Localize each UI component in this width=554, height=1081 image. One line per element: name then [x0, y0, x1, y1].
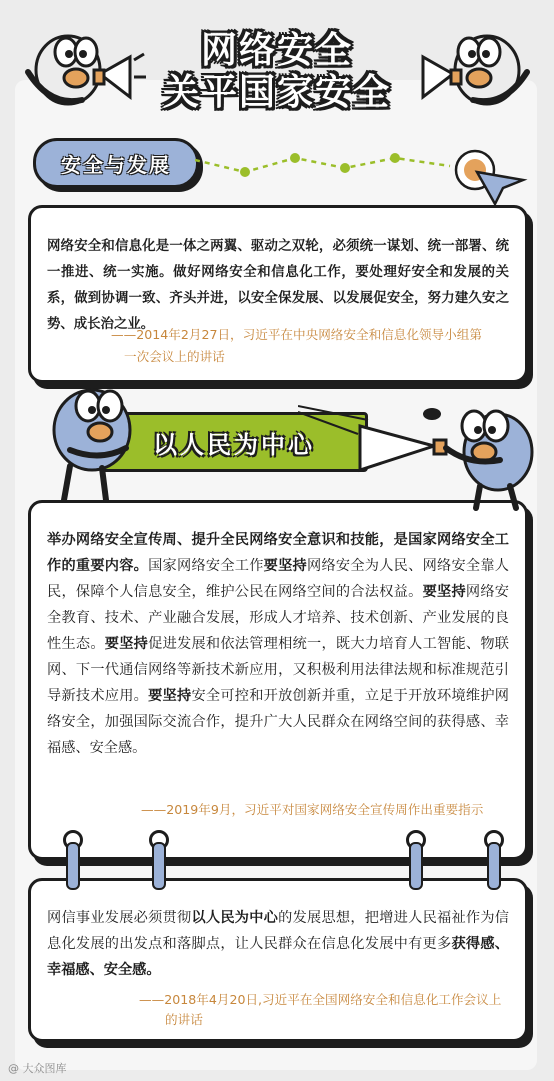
keyword-insist-4: 要坚持	[148, 688, 192, 704]
quote3-text-a1: 网信事业发展必须贯彻	[47, 910, 192, 926]
keyword-insist-1: 要坚持	[263, 558, 308, 574]
binder-ring-4	[487, 842, 501, 890]
quote-text-p4: 促进发展和依法管理相统一，既大力培育人工智能、物联网、下一代通信网络等新技术新应用，又积极利用法律法规和标准规范引导新技术应用。	[47, 636, 509, 704]
quote-body-2	[47, 527, 509, 761]
quote-body-3	[47, 905, 509, 983]
mascot-right-megaphone-2-icon	[350, 390, 540, 515]
keyword-insist-3: 要坚持	[104, 636, 149, 652]
title-line-2: 关平国家安全	[162, 72, 391, 113]
mascot-left-megaphone-icon	[20, 12, 150, 112]
title-line-1: 网络安全	[200, 30, 353, 71]
quote3-text-a2: 的发展思想，把增进人民福祉作为信息化发展的出发点和落脚点，让人民群众在信息化发展中有更多	[47, 910, 509, 952]
quote-card-3	[28, 878, 528, 1042]
quote-body-1: 网络安全和信息化是一体之两翼、驱动之双轮，必须统一谋划、统一部署、统一推进、统一实施。做好网络安全和信息化工作，要处理好安全和发展的关系，做到协调一致、齐头并进，以安全保发展、以发展促安全，努力建久安之势、成长治之业。	[47, 239, 509, 332]
quote-source-1a: ——2014年2月27日，习近平在中央网络安全和信息化领导小组第	[111, 327, 482, 342]
quote-source-2: ——2019年9月，习近平对国家网络安全宣传周作出重要指示	[141, 802, 484, 817]
keyword-insist-2: 要坚持	[422, 584, 466, 600]
mascot-right-megaphone-icon	[395, 12, 535, 112]
quote-text-p1: 国家网络安全工作	[148, 558, 264, 574]
mascot-left-pointing-icon	[40, 370, 150, 510]
binder-ring-1	[66, 842, 80, 890]
quote-card-2	[28, 500, 528, 860]
cursor-pointer-icon	[195, 140, 535, 210]
quote-source-1b: 一次会议上的讲话	[124, 349, 225, 364]
section-label-security-development: 安全与发展	[33, 138, 199, 188]
binder-ring-2	[152, 842, 166, 890]
quote-card-1	[28, 205, 528, 383]
watermark: @ 大众图库	[8, 1062, 67, 1075]
quote-text-p5: 安全可控和开放创新并重，立足于开放环境维护网络安全，加强国际交流合作，提升广大人民群众在网络空间的获得感、幸福感、安全感。	[47, 688, 509, 756]
keyword-people-centered: 以人民为中心	[191, 910, 279, 926]
keyword-gains: 获得感、幸福感、安全感。	[47, 936, 509, 978]
quote-source-3b: 的讲话	[165, 1012, 203, 1027]
binder-ring-3	[409, 842, 423, 890]
section-label-people-centered: 以人民为中心	[100, 412, 368, 472]
quote-source-3a: ——2018年4月20日,习近平在全国网络安全和信息化工作会议上	[139, 992, 502, 1007]
quote-text-p3: 网络安全教育、技术、产业融合发展，形成人才培养、技术创新、产业发展的良性生态。	[47, 584, 509, 652]
quote-text-p2: 网络安全为人民、网络安全靠人民，保障个人信息安全，维护公民在网络空间的合法权益。	[47, 558, 509, 600]
quote-lead-bold: 举办网络安全宣传周、提升全民网络安全意识和技能，是国家网络安全工作的重要内容。	[47, 532, 509, 574]
